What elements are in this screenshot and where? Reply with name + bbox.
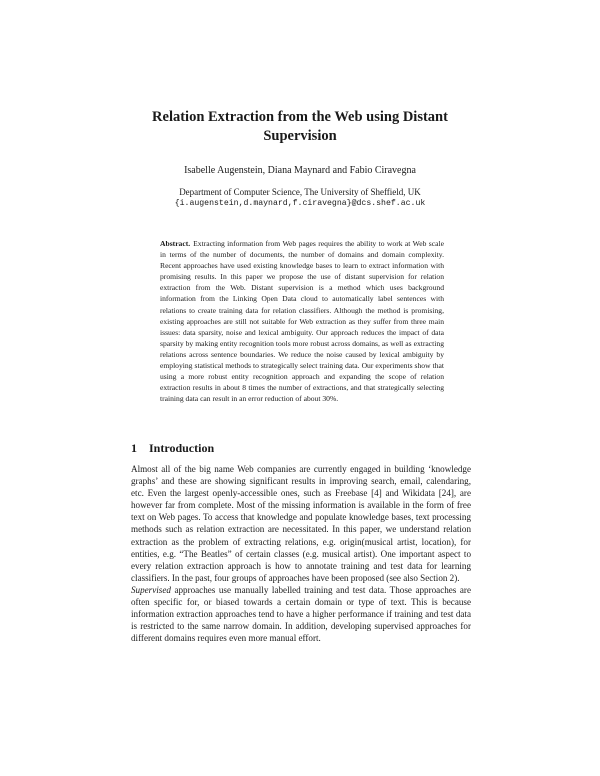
abstract-text: Extracting information from Web pages requires the ability to work at Web scale in terms of the number of documents, the number of domains and domain complexity. Recent approaches have used existing knowledge bases to learn to extract information with promising results. In this paper we propose the use of distant supervision for relation extraction from the Web. Distant supervision is a method which uses background information from the Linking Open Data cloud to automatically label sentences with relations to create training data for relation classifiers. Although the method is promising, existing approaches are still not suitable for Web extraction as they suffer from three main issues: data sparsity, noise and lexical ambiguity. Our approach reduces the impact of data sparsity by making entity recognition tools more robust across domains, as well as extracting relations across sentence boundaries. We reduce the noise caused by lexical ambiguity by employing statistical methods to strategically select training data. Our experiments show that using a more robust entity recognition approach and expanding the scope of relation extraction results in about 8 times the number of extractions, and that strategically selecting training data can result in an error reduction of about 30%. — [160, 239, 444, 404]
emphasis-supervised: Supervised — [131, 584, 171, 595]
affiliation: Department of Computer Science, The University of Sheffield, UK — [179, 187, 421, 197]
section-heading — [131, 441, 214, 456]
author-list: Isabelle Augenstein, Diana Maynard and Fabio Ciravegna — [184, 165, 416, 176]
paper-title: Relation Extraction from the Web using Distant Supervision — [152, 109, 448, 144]
introduction-body — [131, 463, 471, 644]
author-emails: {i.augenstein,d.maynard,f.ciravegna}@dcs.shef.ac.uk — [174, 199, 426, 208]
affiliation-block — [100, 187, 500, 209]
paragraph-2 — [131, 584, 471, 644]
paragraph-2-text: approaches use manually labelled training and test data. Those approaches are often specific for, or biased towards a certain domain or type of text. This is because information extraction approaches tend to have a higher performance if training and test data is restricted to the same narrow domain. In addition, developing supervised approaches for different domains requires even more manual effort. — [131, 584, 471, 644]
abstract — [160, 238, 444, 404]
section-number: 1 — [131, 441, 137, 455]
abstract-label: Abstract. — [160, 239, 191, 248]
paragraph-1: Almost all of the big name Web companies are currently engaged in building ‘knowledge graphs’ and these are showing significant results in improving search, email, calendaring, etc. Even the largest openly-accessible ones, such as Freebase [4] and Wikidata [24], are however far from complete. Most of the missing information is available in the form of free text on Web pages. To access that knowledge and populate knowledge bases, text processing methods such as relation extraction are necessitated. In this paper, we understand relation extraction as the problem of extracting relations, e.g. origin(musical artist, location), for entities, e.g. “The Beatles” of certain classes (e.g. musical artist). One important aspect to every relation extraction approach is how to annotate training and test data for learning classifiers. In the past, four groups of approaches have been proposed (see also Section 2). — [131, 464, 471, 583]
section-title: Introduction — [149, 441, 215, 455]
